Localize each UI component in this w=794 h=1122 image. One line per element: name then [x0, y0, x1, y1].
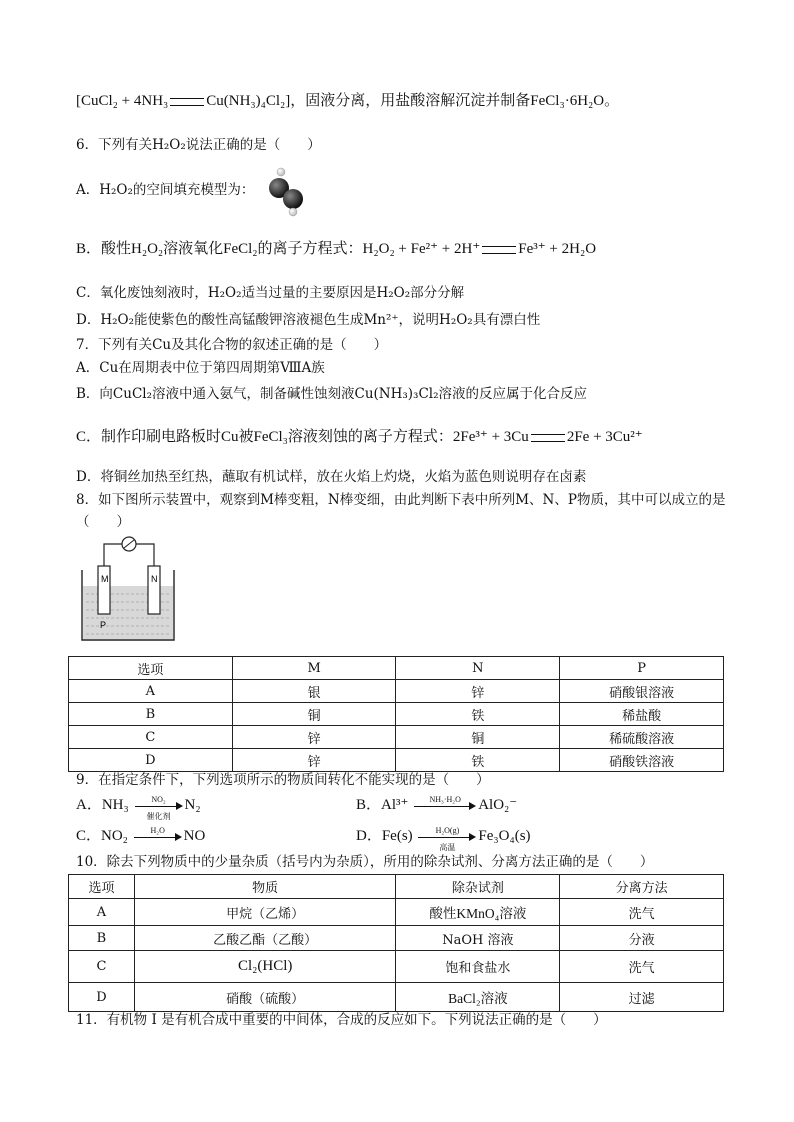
table-cell: 铁 — [396, 749, 560, 772]
arrow-condition-bottom: 高温 — [439, 842, 456, 852]
table-cell: 分液 — [560, 926, 724, 951]
reaction-arrow-icon — [414, 794, 476, 813]
table-cell: A — [69, 899, 135, 926]
equals-sign — [482, 246, 516, 254]
equals-sign — [170, 98, 204, 106]
table-cell: 银 — [232, 680, 396, 703]
table-header-cell: 除杂试剂 — [396, 875, 560, 899]
q7-option-a: A．Cu在周期表中位于第四周期第ⅧA族 — [76, 360, 325, 376]
q6-option-c: C．氧化废蚀刻液时，H₂O₂适当过量的主要原因是H₂O₂部分分解 — [76, 285, 465, 301]
equals-sign — [531, 434, 565, 442]
table-cell: 洗气 — [560, 899, 724, 926]
table-cell: 锌 — [396, 680, 560, 703]
table-header-cell: P — [560, 657, 724, 680]
table-cell: Cl₂(HCl) — [134, 951, 396, 983]
option-label: A． — [76, 797, 102, 813]
table-cell: A — [69, 680, 233, 703]
table-header-row — [69, 875, 724, 899]
table-row — [69, 680, 724, 703]
table-header-cell: N — [396, 657, 560, 680]
table-cell: 铁 — [396, 703, 560, 726]
table-row — [69, 926, 724, 951]
q7-option-c — [76, 428, 643, 446]
q6-option-a — [76, 181, 254, 199]
q9-option-c — [76, 827, 205, 845]
h-atom-2 — [289, 208, 297, 216]
arrow-condition-bottom: 催化剂 — [146, 811, 171, 821]
table-header-cell: M — [232, 657, 396, 680]
product: NO — [183, 828, 206, 844]
q7-c-eq-lhs: 2Fe³⁺ + 3Cu — [452, 429, 529, 445]
table-row — [69, 726, 724, 749]
q9-option-a — [76, 794, 201, 821]
table-row — [69, 703, 724, 726]
table-cell: B — [69, 926, 135, 951]
intro-reaction-rhs: Cu(NH₃)₄Cl₂ — [206, 93, 286, 109]
q6-option-b-text: B．酸性H₂O₂溶液氧化FeCl₂的离子方程式： — [76, 241, 363, 257]
reactant: Al³⁺ — [381, 797, 409, 813]
table-cell: 酸性KMnO₄溶液 — [396, 899, 560, 926]
table-cell: B — [69, 703, 233, 726]
table-cell: BaCl₂溶液 — [396, 983, 560, 1012]
table-cell: 锌 — [232, 726, 396, 749]
q8-stem: 8．如下图所示装置中，观察到M棒变粗，N棒变细，由此判断下表中所列M、N、P物质，其中可以成立的是（ ） — [76, 492, 726, 530]
table-cell: D — [69, 749, 233, 772]
h-atom-1 — [277, 168, 285, 176]
o-atom-2 — [283, 189, 303, 209]
intro-open: [ — [76, 93, 81, 109]
table-cell: NaOH 溶液 — [396, 926, 560, 951]
option-label: C． — [76, 828, 102, 844]
table-cell: 硝酸（硫酸） — [134, 983, 396, 1012]
table-row — [69, 983, 724, 1012]
label-n: N — [151, 574, 158, 584]
reaction-arrow-icon — [418, 825, 476, 852]
q7-option-c-text: C．制作印刷电路板时Cu被FeCl₃溶液刻蚀的离子方程式： — [76, 429, 453, 445]
q7-option-b: B．向CuCl₂溶液中通入氨气，制备碱性蚀刻液Cu(NH₃)₃Cl₂溶液的反应属于化合反应 — [76, 386, 588, 402]
arrow-condition-top: H₂O — [150, 825, 165, 835]
q6-option-a-text: A．H₂O₂的空间填充模型为： — [76, 182, 255, 198]
electrolysis-apparatus-diagram — [78, 534, 178, 646]
table-header-row — [69, 657, 724, 680]
label-p: P — [100, 620, 107, 630]
q7-option-d: D．将铜丝加热至红热，蘸取有机试样，放在火焰上灼烧，火焰为蓝色则说明存在卤素 — [76, 469, 587, 485]
table-header-cell: 选项 — [69, 875, 135, 899]
table-cell: 锌 — [232, 749, 396, 772]
q7-stem: 7．下列有关Cu及其化合物的叙述正确的是（ ） — [76, 337, 388, 353]
intro-close: ]，固液分离，用盐酸溶解沉淀并制备 — [285, 93, 531, 109]
table-row — [69, 749, 724, 772]
q6-b-eq-lhs: H₂O₂ + Fe²⁺ + 2H⁺ — [362, 241, 481, 257]
q6-option-d: D．H₂O₂能使紫色的酸性高锰酸钾溶液褪色生成Mn²⁺，说明H₂O₂具有漂白性 — [76, 312, 541, 328]
h2o2-space-filling-model — [262, 166, 312, 218]
q6-stem: 6．下列有关H₂O₂说法正确的是（ ） — [76, 137, 321, 153]
reactant: NH₃ — [101, 797, 129, 813]
table-cell: 洗气 — [560, 951, 724, 983]
arrow-condition-top: NO₂ — [151, 794, 166, 804]
arrow-condition-top: NH₃·H₂O — [429, 794, 461, 804]
q6-b-eq-rhs: Fe³⁺ + 2H₂O — [518, 241, 597, 257]
table-cell: 铜 — [396, 726, 560, 749]
reaction-arrow-icon — [134, 825, 182, 844]
arrow-condition-top: H₂O(g) — [435, 825, 460, 835]
product: Fe₃O₄(s) — [478, 828, 531, 844]
intro-end: 。 — [604, 93, 620, 109]
q8-table — [68, 656, 724, 772]
table-cell: 硝酸铁溶液 — [560, 749, 724, 772]
q10-stem: 10．除去下列物质中的少量杂质（括号内为杂质），所用的除杂试剂、分离方法正确的是（ ） — [76, 854, 654, 870]
table-cell: 硝酸银溶液 — [560, 680, 724, 703]
label-m: M — [101, 574, 109, 584]
q10-table — [68, 874, 724, 1012]
intro-reaction-lhs: CuCl₂ + 4NH₃ — [81, 93, 169, 109]
intro-product: FeCl₃·6H₂O — [530, 93, 605, 109]
table-cell: 甲烷（乙烯） — [134, 899, 396, 926]
table-cell: 铜 — [232, 703, 396, 726]
q7-c-eq-rhs: 2Fe + 3Cu²⁺ — [566, 429, 643, 445]
table-row — [69, 899, 724, 926]
q9-option-b — [356, 796, 517, 814]
table-cell: 稀硫酸溶液 — [560, 726, 724, 749]
q9-option-d — [356, 825, 531, 852]
q11-stem: 11．有机物 I 是有机合成中重要的中间体，合成的反应如下。下列说法正确的是（ ） — [76, 1012, 607, 1028]
table-header-cell: 选项 — [69, 657, 233, 680]
intro-line — [76, 92, 619, 110]
table-cell: 稀盐酸 — [560, 703, 724, 726]
table-cell: C — [69, 951, 135, 983]
table-cell: 过滤 — [560, 983, 724, 1012]
reaction-arrow-icon — [135, 794, 183, 821]
table-cell: D — [69, 983, 135, 1012]
option-label: D． — [356, 828, 382, 844]
table-cell: 饱和食盐水 — [396, 951, 560, 983]
product: N₂ — [184, 797, 201, 813]
product: AlO₂⁻ — [478, 797, 518, 813]
table-header-cell: 分离方法 — [560, 875, 724, 899]
table-cell: C — [69, 726, 233, 749]
reactant: NO₂ — [101, 828, 128, 844]
q9-stem: 9．在指定条件下，下列选项所示的物质间转化不能实现的是（ ） — [76, 772, 490, 788]
table-cell: 乙酸乙酯（乙酸） — [134, 926, 396, 951]
q6-option-b — [76, 240, 596, 258]
option-label: B． — [356, 797, 382, 813]
table-row — [69, 951, 724, 983]
reactant: Fe(s) — [381, 828, 413, 844]
table-header-cell: 物质 — [134, 875, 396, 899]
